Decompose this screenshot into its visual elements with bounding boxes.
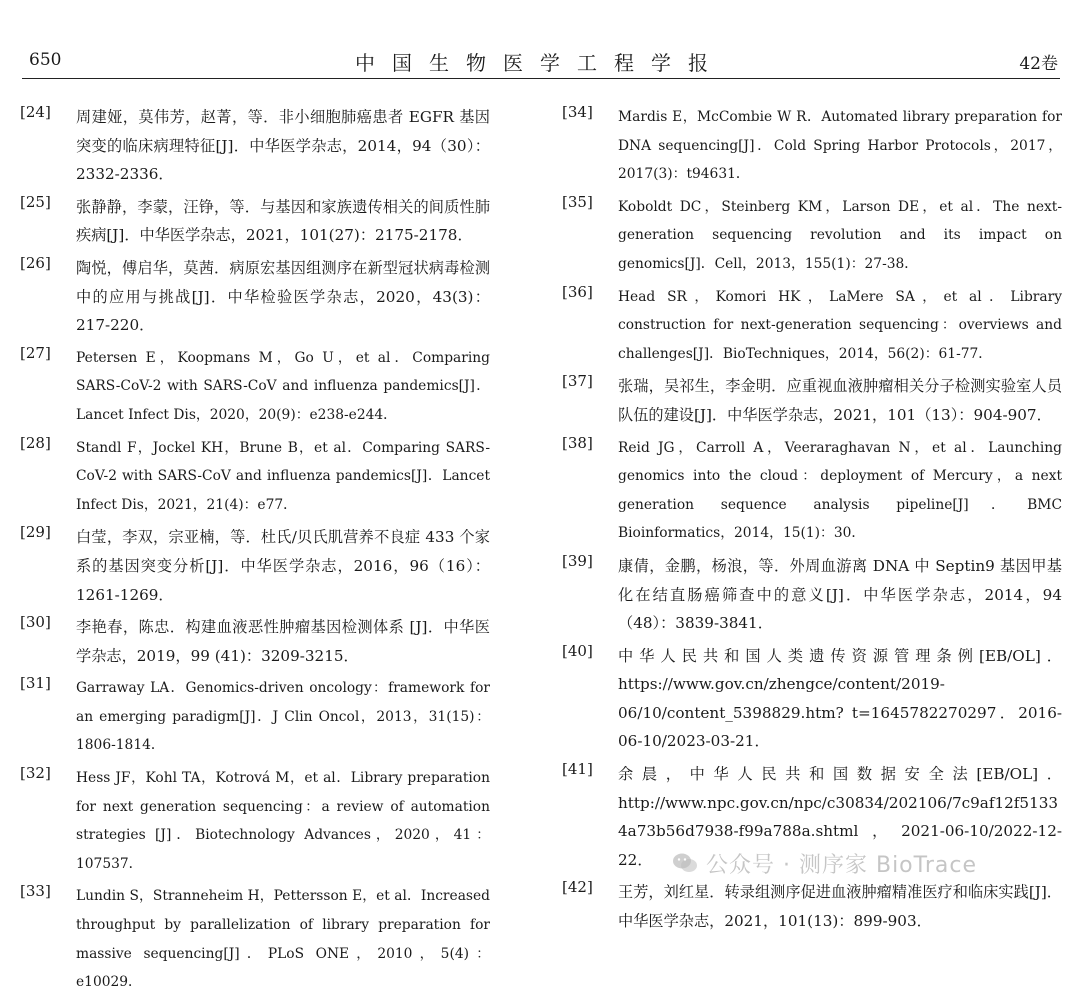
reference-number: [33] (20, 882, 51, 901)
reference-text: 王芳，刘红星．转录组测序促进血液肿瘤精准医疗和临床实践[J]．中华医学杂志，2021，101(13)：899-903． (618, 883, 1062, 931)
reference-entry (20, 193, 490, 250)
reference-number: [41] (562, 760, 593, 779)
reference-number: [26] (20, 253, 51, 272)
reference-number: [30] (20, 613, 51, 632)
reference-text: 中华人民共和国人类遗传资源管理条例[EB/OL]．https://www.gov.cn/zhengce/content/2019-06/10/content_5398829.htm? t=1645782270297．2016-06-10/2023-03-21． (618, 646, 1062, 751)
reference-number: [42] (562, 878, 593, 897)
reference-number: [32] (20, 764, 51, 783)
reference-text: 康倩，金鹏，杨浪，等．外周血游离 DNA 中 Septin9 基因甲基化在结直肠癌筛查中的意义[J]．中华医学杂志，2014，94（48）：3839-3841． (618, 556, 1062, 633)
volume-label: 42卷 (1019, 54, 1058, 74)
reference-number: [38] (562, 433, 593, 452)
reference-number: [40] (562, 641, 593, 660)
reference-number: [35] (562, 192, 593, 211)
reference-entry (20, 434, 490, 520)
reference-text: Garraway LA．Genomics-driven oncology：framework for an emerging paradigm[J]．J Clin Oncol，2013，31(15)：1806-1814． (76, 680, 490, 754)
reference-text: 余晨，中华人民共和国数据安全法[EB/OL]．http://www.npc.gov.cn/npc/c30834/202106/7c9af12f51334a73b56d7938-f99a788a.shtml，2021-06-10/2022-12-22． (618, 765, 1062, 869)
page-number: 650 (29, 50, 62, 70)
reference-text: Hess JF，Kohl TA，Kotrová M，et al．Library preparation for next generation sequencing：a review of automation strategies [J]．Biotechnology Advances，2020，41：107537． (76, 770, 490, 872)
reference-number: [24] (20, 103, 51, 121)
reference-entry (562, 878, 1062, 935)
reference-text: 李艳春，陈忠．构建血液恶性肿瘤基因检测体系 [J]．中华医学杂志，2019，99 (41)：3209-3215． (76, 618, 490, 665)
reference-entry (562, 434, 1062, 548)
reference-text: 张瑞，吴祁生，李金明．应重视血液肿瘤相关分子检测实验室人员队伍的建设[J]．中华医学杂志，2021，101（13）：904-907． (618, 377, 1062, 424)
reference-number: [37] (562, 372, 593, 391)
journal-title: 中国生物医学工程学报 (355, 51, 725, 75)
reference-text: 白莹，李双，宗亚楠，等．杜氏/贝氏肌营养不良症 433 个家系的基因突变分析[J]．中华医学杂志，2016，96（16）：1261-1269． (76, 528, 490, 604)
right-reference-column (562, 103, 1062, 940)
reference-entry (20, 344, 490, 430)
reference-entry (562, 760, 1062, 874)
reference-number: [34] (562, 103, 593, 121)
reference-entry (562, 372, 1062, 429)
reference-entry (562, 283, 1062, 369)
watermark-text: 公众号 · 测序家 BioTrace (706, 853, 978, 878)
header-rule (22, 78, 1060, 79)
reference-number: [39] (562, 551, 593, 570)
reference-entry (562, 642, 1062, 756)
reference-number: [31] (20, 674, 51, 693)
reference-text: Reid JG，Carroll A，Veeraraghavan N，et al．Launching genomics into the cloud：deployment of Mercury，a next generation sequence analysis pipeline[J]．BMC Bioinformatics，2014，15(1)：30． (618, 439, 1062, 542)
reference-entry (20, 103, 490, 189)
left-reference-column (20, 103, 490, 1001)
reference-entry (562, 193, 1062, 279)
reference-entry (20, 674, 490, 760)
reference-text: Mardis E，McCombie W R．Automated library preparation for DNA sequencing[J]．Cold Spring Harbor Protocols，2017，2017(3)：t94631． (618, 109, 1062, 183)
reference-number: [27] (20, 343, 51, 362)
reference-text: Standl F，Jockel KH，Brune B，et al．Comparing SARS-CoV-2 with SARS-CoV and influenza pandemics[J]．Lancet Infect Dis，2021，21(4)：e77． (76, 439, 490, 513)
reference-text: Head SR，Komori HK，LaMere SA，et al．Library construction for next-generation sequencing：overviews and challenges[J]．BioTechniques，2014，56(2)：61-77． (618, 288, 1062, 362)
reference-entry (20, 254, 490, 340)
page-header (0, 0, 1080, 80)
reference-entry (562, 552, 1062, 638)
reference-entry (20, 882, 490, 996)
reference-text: 陶悦，傅启华，莫茜．病原宏基因组测序在新型冠状病毒检测中的应用与挑战[J]．中华检验医学杂志，2020，43(3)：217-220． (76, 258, 490, 335)
reference-text: Koboldt DC，Steinberg KM，Larson DE，et al．The next-generation sequencing revolution and its impact on genomics[J]．Cell，2013，155(1)：27-38． (618, 198, 1062, 272)
reference-text: Lundin S，Stranneheim H，Pettersson E，et al．Increased throughput by parallelization of library preparation for massive sequencing[J]．PLoS ONE，2010，5(4)：e10029． (76, 888, 490, 991)
reference-number: [25] (20, 192, 51, 211)
reference-number: [29] (20, 523, 51, 542)
reference-text: 周建娅，莫伟芳，赵菁，等．非小细胞肺癌患者 EGFR 基因突变的临床病理特征[J]．中华医学杂志，2014，94（30）：2332-2336． (76, 108, 490, 184)
reference-entry (562, 103, 1062, 189)
reference-number: [28] (20, 433, 51, 452)
reference-number: [36] (562, 282, 593, 301)
reference-entry (20, 523, 490, 609)
reference-text: Petersen E，Koopmans M，Go U，et al．Comparing SARS-CoV-2 with SARS-CoV and influenza pandemics[J]．Lancet Infect Dis，2020，20(9)：e238-e244． (76, 349, 490, 423)
reference-entry (20, 764, 490, 878)
reference-text: 张静静，李蒙，汪铮，等．与基因和家族遗传相关的间质性肺疾病[J]．中华医学杂志，2021，101(27)：2175-2178． (76, 197, 490, 245)
reference-entry (20, 613, 490, 670)
